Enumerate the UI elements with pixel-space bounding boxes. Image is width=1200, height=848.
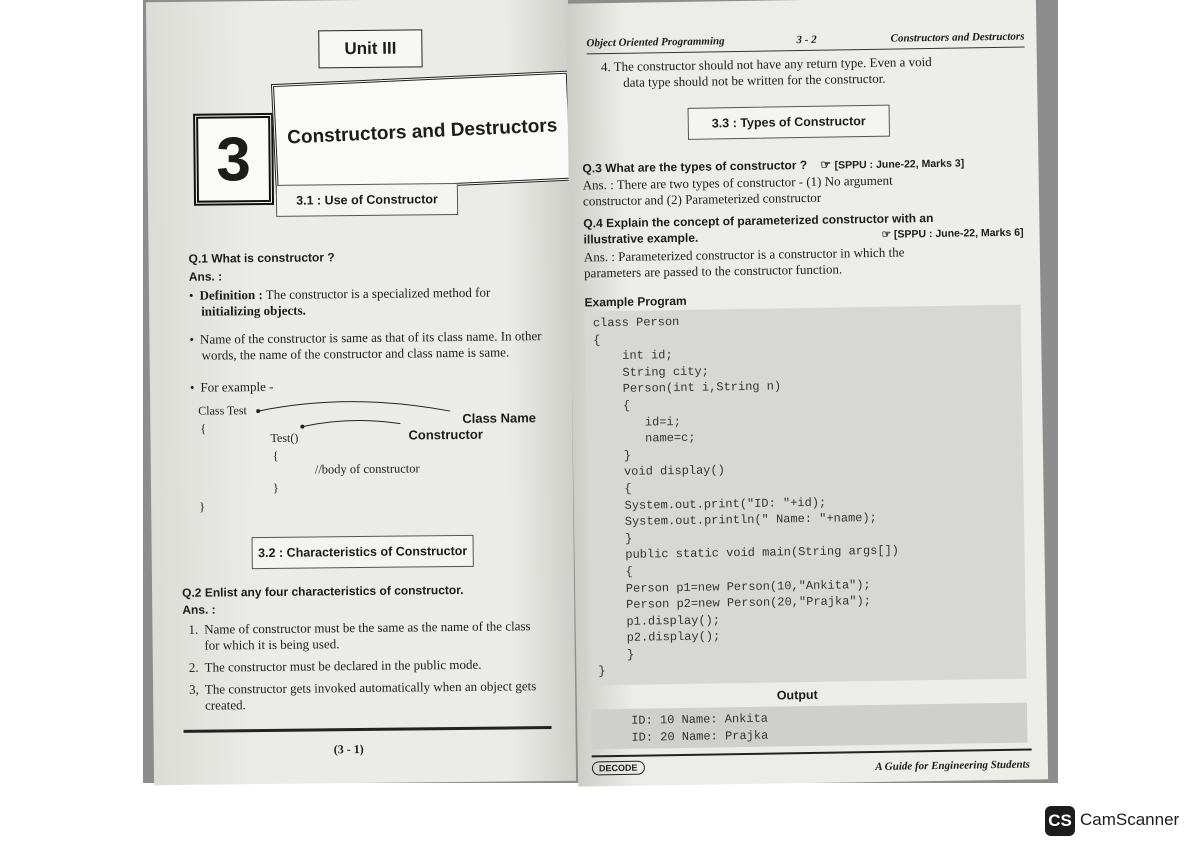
code-line: int id; <box>593 348 673 364</box>
characteristics-list <box>188 618 559 714</box>
code-line: Person p1=new Person(10,"Ankita"); <box>596 577 871 596</box>
code-line: { <box>595 481 632 497</box>
header-chapter-title: Constructors and Destructors <box>890 30 1025 45</box>
answer-3 <box>583 171 1023 210</box>
reference-icon: ☞ <box>820 157 832 172</box>
diagram-label-constructor: Constructor <box>408 426 483 443</box>
list-item-number: 2. <box>188 659 199 675</box>
list-item-line1: Name of constructor must be the same as the name of the class <box>204 618 531 637</box>
footer-text: A Guide for Engineering Students <box>875 758 1030 773</box>
camscanner-logo <box>1045 806 1075 836</box>
section-33-heading <box>688 105 890 140</box>
list-item-body <box>205 657 482 676</box>
code-line: } <box>598 647 635 663</box>
diagram-open-brace: { <box>200 421 207 436</box>
example-program-title: Example Program <box>584 293 687 310</box>
code-line: p2.display(); <box>597 629 721 646</box>
reference-icon: ☞ <box>881 228 895 241</box>
question-4-ref-wrap <box>882 225 1024 243</box>
code-line: { <box>593 332 601 347</box>
output-title: Output <box>776 687 818 703</box>
diagram-inner-close: } <box>272 480 279 495</box>
question-2: Q.2 Enlist any four characteristics of constructor. <box>182 582 464 600</box>
question-4-line2: illustrative example. <box>583 230 699 247</box>
chapter-number-box <box>193 113 274 206</box>
question-4-line1: Q.4 Explain the concept of parameterized constructor with an <box>583 210 934 231</box>
page-number-left: (3 - 1) <box>333 741 364 757</box>
bullet-dot: • <box>188 287 194 303</box>
code-line: } <box>594 448 632 464</box>
answer-4-line2: parameters are passed to the constructor function. <box>583 261 843 281</box>
code-line: p1.display(); <box>597 613 721 630</box>
unit-label-text: Unit III <box>344 38 397 59</box>
answer-4-line1: Ans. : Parameterized constructor is a constructor in which the <box>583 244 905 265</box>
list-item-number: 1. <box>188 621 199 637</box>
bullet2-line2: words, the name of the constructor and class name is same. <box>201 344 510 363</box>
question-1: Q.1 What is constructor ? <box>188 250 335 266</box>
constructor-dot <box>300 425 304 429</box>
list-item-number: 3, <box>189 681 199 697</box>
code-line: name=c; <box>594 430 696 447</box>
publisher-logo: DECODE <box>592 761 645 776</box>
code-line: public static void main(String args[]) <box>596 543 900 563</box>
code-block <box>585 305 1027 686</box>
camscanner-logo-text: CS <box>1048 811 1072 830</box>
list-item-body <box>205 678 537 713</box>
bullet-content <box>199 285 490 304</box>
answer-3-line1: Ans. : There are two types of constructor - (1) No argument <box>582 172 893 193</box>
header-page-number: 3 - 2 <box>796 33 817 47</box>
question-3-text: Q.3 What are the types of constructor ? <box>582 157 808 176</box>
question-4-reference: [SPPU : June-22, Marks 6] <box>893 226 1024 241</box>
item4-line2: data type should not be written for the constructor. <box>623 70 886 90</box>
camscanner-label: CamScanner <box>1080 810 1180 829</box>
list-item <box>189 678 559 714</box>
bullet-dot: • <box>189 331 195 347</box>
item4-line1: 4. The constructor should not have any return type. Even a void <box>600 54 932 75</box>
code-line: System.out.println(" Name: "+name); <box>595 511 877 530</box>
code-line: id=i; <box>594 414 681 430</box>
output-line: ID: 20 Name: Prajka <box>631 728 769 745</box>
code-line: } <box>596 531 633 547</box>
list-item-line1: The constructor must be declared in the public mode. <box>204 656 482 675</box>
constructor-arrow <box>302 420 400 427</box>
answer-4 <box>584 243 1024 282</box>
section-32-text: 3.2 : Characteristics of Constructor <box>258 543 468 561</box>
code-line: System.out.print("ID: "+id); <box>595 495 827 513</box>
code-line: } <box>598 664 606 679</box>
list-item-line2: for which it is being used. <box>204 636 340 653</box>
diagram-close: } <box>199 499 206 514</box>
footer-rule <box>592 749 1032 758</box>
chapter-number: 3 <box>215 124 252 195</box>
question-4 <box>583 209 1023 248</box>
answer-label-1: Ans. : <box>188 269 223 284</box>
list-item <box>188 618 558 654</box>
code-line: class Person <box>592 314 680 331</box>
list-item <box>189 656 559 676</box>
answer-3-line2: constructor and (2) Parameterized constructor <box>582 189 822 209</box>
definition-label: Definition : <box>199 287 263 303</box>
bullet2-line1: Name of the constructor is same as that of its class name. In other <box>199 328 542 347</box>
diagram-test-method: Test() <box>270 430 299 445</box>
definition-line2: initializing objects. <box>201 302 306 319</box>
code-line: String city; <box>593 364 709 381</box>
code-lines <box>593 311 901 681</box>
diagram-inner-open: { <box>272 448 279 463</box>
unit-label <box>318 29 422 68</box>
chapter-title-box <box>271 71 574 194</box>
diagram-label-class-name: Class Name <box>462 410 537 426</box>
section-33-text: 3.3 : Types of Constructor <box>711 114 866 131</box>
answer-label-2: Ans. : <box>182 602 216 617</box>
code-line: void display() <box>595 463 725 480</box>
section-32-heading <box>252 535 474 569</box>
diagram-comment: //body of constructor <box>314 461 420 477</box>
section-31-text: 3.1 : Use of Constructor <box>296 192 438 208</box>
code-line: { <box>594 398 631 414</box>
list-item-line1: The constructor gets invoked automatically when an object gets <box>204 678 537 697</box>
question-3-reference: [SPPU : June-22, Marks 3] <box>834 157 965 172</box>
bullet-definition <box>189 284 559 320</box>
left-page <box>146 0 576 785</box>
bullet3-text: For example - <box>200 378 274 395</box>
bullet-name <box>189 328 569 364</box>
definition-text: The constructor is a specialized method for <box>265 284 491 302</box>
output-line: ID: 10 Name: Ankita <box>631 711 769 728</box>
running-header <box>586 30 1025 50</box>
list-item-line2: created. <box>204 697 246 713</box>
chapter-title: Constructors and Destructors <box>286 115 558 149</box>
class-name-arrow <box>258 401 450 414</box>
item-4 <box>601 53 1021 92</box>
code-line: Person p2=new Person(20,"Prajka"); <box>597 594 872 613</box>
bullet-dot: • <box>189 379 195 395</box>
class-dot <box>256 409 260 413</box>
right-page <box>566 0 1048 787</box>
list-item-body <box>204 618 531 653</box>
code-line: Person(int i,String n) <box>593 379 782 397</box>
output-block <box>591 703 1028 750</box>
diagram-class-test: Class Test <box>198 403 247 418</box>
section-31-heading <box>276 183 458 217</box>
footer-rule <box>184 726 552 733</box>
header-book-title: Object Oriented Programming <box>586 35 725 50</box>
code-line: { <box>596 564 633 580</box>
